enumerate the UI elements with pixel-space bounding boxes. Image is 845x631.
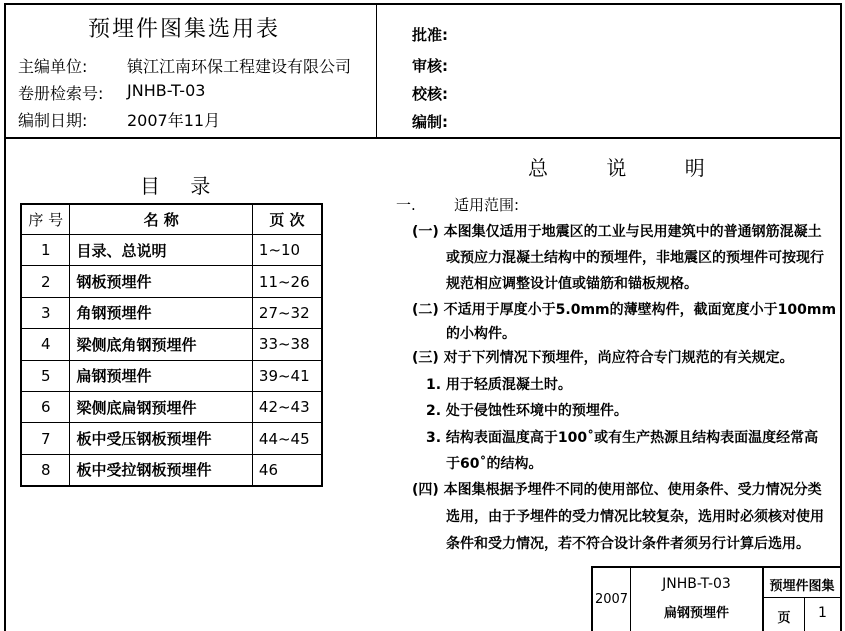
toc-col-name: 名 称 (70, 204, 252, 235)
toc-no: 7 (21, 423, 70, 454)
table-row (21, 454, 322, 486)
note-line: 选用，由于予埋件的受力情况比较复杂，选用时必须核对使用 (446, 509, 824, 525)
toc-no: 8 (21, 454, 70, 486)
note-line: (四) 本图集根据予埋件不同的使用部位、使用条件、受力情况分类 (412, 482, 822, 498)
header-vertical (376, 3, 377, 138)
frame-left (4, 3, 6, 631)
section-title: 适用范围: (454, 196, 520, 214)
toc-no: 2 (21, 266, 70, 297)
tb-drawing-name: 扁钢预埋件 (663, 606, 729, 621)
toc-pages: 11~26 (252, 266, 322, 297)
toc-pages: 39~41 (252, 360, 322, 391)
note-line: 或预应力混凝土结构中的预埋件，非地震区的预埋件可按现行 (446, 250, 824, 266)
toc-pages: 1~10 (252, 235, 322, 266)
toc-no: 4 (21, 329, 70, 360)
note-line: 2. 处于侵蚀性环境中的预埋件。 (426, 403, 628, 419)
check-label: 校核: (412, 85, 448, 103)
toc-table (20, 203, 323, 487)
tb-h-right (762, 597, 842, 598)
approve-label: 批准: (412, 26, 448, 44)
editor-value: 镇江江南环保工程建设有限公司 (127, 57, 352, 76)
note-line: (二) 不适用于厚度小于5.0mm的薄壁构件，截面宽度小于100mm (412, 302, 837, 318)
toc-name: 目录、总说明 (70, 235, 252, 266)
tb-year: 2007 (594, 592, 629, 607)
volume-label: 卷册检索号: (18, 84, 104, 103)
toc-col-pages: 页 次 (252, 204, 322, 235)
review-label: 审核: (412, 57, 448, 75)
table-row (21, 266, 322, 297)
toc-name: 钢板预埋件 (70, 266, 252, 297)
date-label: 编制日期: (18, 111, 88, 130)
note-line: 1. 用于轻质混凝土时。 (426, 377, 572, 393)
toc-name: 扁钢预埋件 (70, 360, 252, 391)
date-value: 2007年11月 (127, 111, 221, 130)
toc-pages: 33~38 (252, 329, 322, 360)
toc-name: 角钢预埋件 (70, 297, 252, 328)
tb-page-label: 页 (777, 611, 791, 626)
tb-page-no: 1 (818, 605, 827, 621)
note-line: (一) 本图集仅适用于地震区的工业与民用建筑中的普通钢筋混凝土 (412, 224, 822, 240)
table-row (21, 329, 322, 360)
table-row (21, 391, 322, 422)
toc-title: 目 录 (140, 174, 223, 198)
section-number: 一. (396, 196, 416, 214)
notes-title: 总 说 明 (528, 156, 731, 180)
table-row (21, 297, 322, 328)
toc-name: 梁侧底扁钢预埋件 (70, 391, 252, 422)
note-line: 规范相应调整设计值或锚筋和锚板规格。 (446, 276, 698, 292)
header-divider (4, 137, 842, 139)
tb-top (591, 566, 842, 568)
table-row (21, 235, 322, 266)
toc-no: 6 (21, 391, 70, 422)
toc-name: 梁侧底角钢预埋件 (70, 329, 252, 360)
toc-no: 1 (21, 235, 70, 266)
toc-pages: 46 (252, 454, 322, 486)
table-row (21, 360, 322, 391)
note-line: 条件和受力情况，若不符合设计条件者须另行计算后选用。 (446, 536, 810, 552)
note-line: (三) 对于下列情况下预埋件，尚应符合专门规范的有关规定。 (412, 350, 794, 366)
toc-pages: 42~43 (252, 391, 322, 422)
note-line: 的小构件。 (446, 326, 516, 342)
page-title: 预埋件图集选用表 (88, 17, 281, 42)
frame-top (4, 3, 842, 5)
table-row (21, 423, 322, 454)
tb-atlas: 预埋件图集 (769, 579, 835, 594)
note-line: 3. 结构表面温度高于100˚或有生产热源且结构表面温度经常高 (426, 430, 819, 446)
frame-right (840, 3, 842, 631)
toc-col-no: 序 号 (21, 204, 70, 235)
toc-pages: 44~45 (252, 423, 322, 454)
compile-label: 编制: (412, 113, 448, 131)
editor-label: 主编单位: (18, 57, 88, 76)
toc-pages: 27~32 (252, 297, 322, 328)
toc-name: 板中受拉钢板预埋件 (70, 454, 252, 486)
tb-code: JNHB-T-03 (662, 576, 731, 592)
toc-no: 3 (21, 297, 70, 328)
toc-name: 板中受压钢板预埋件 (70, 423, 252, 454)
toc-no: 5 (21, 360, 70, 391)
toc-header-row (21, 204, 322, 235)
note-line: 于60˚的结构。 (446, 456, 543, 472)
volume-value: JNHB-T-03 (127, 81, 206, 100)
